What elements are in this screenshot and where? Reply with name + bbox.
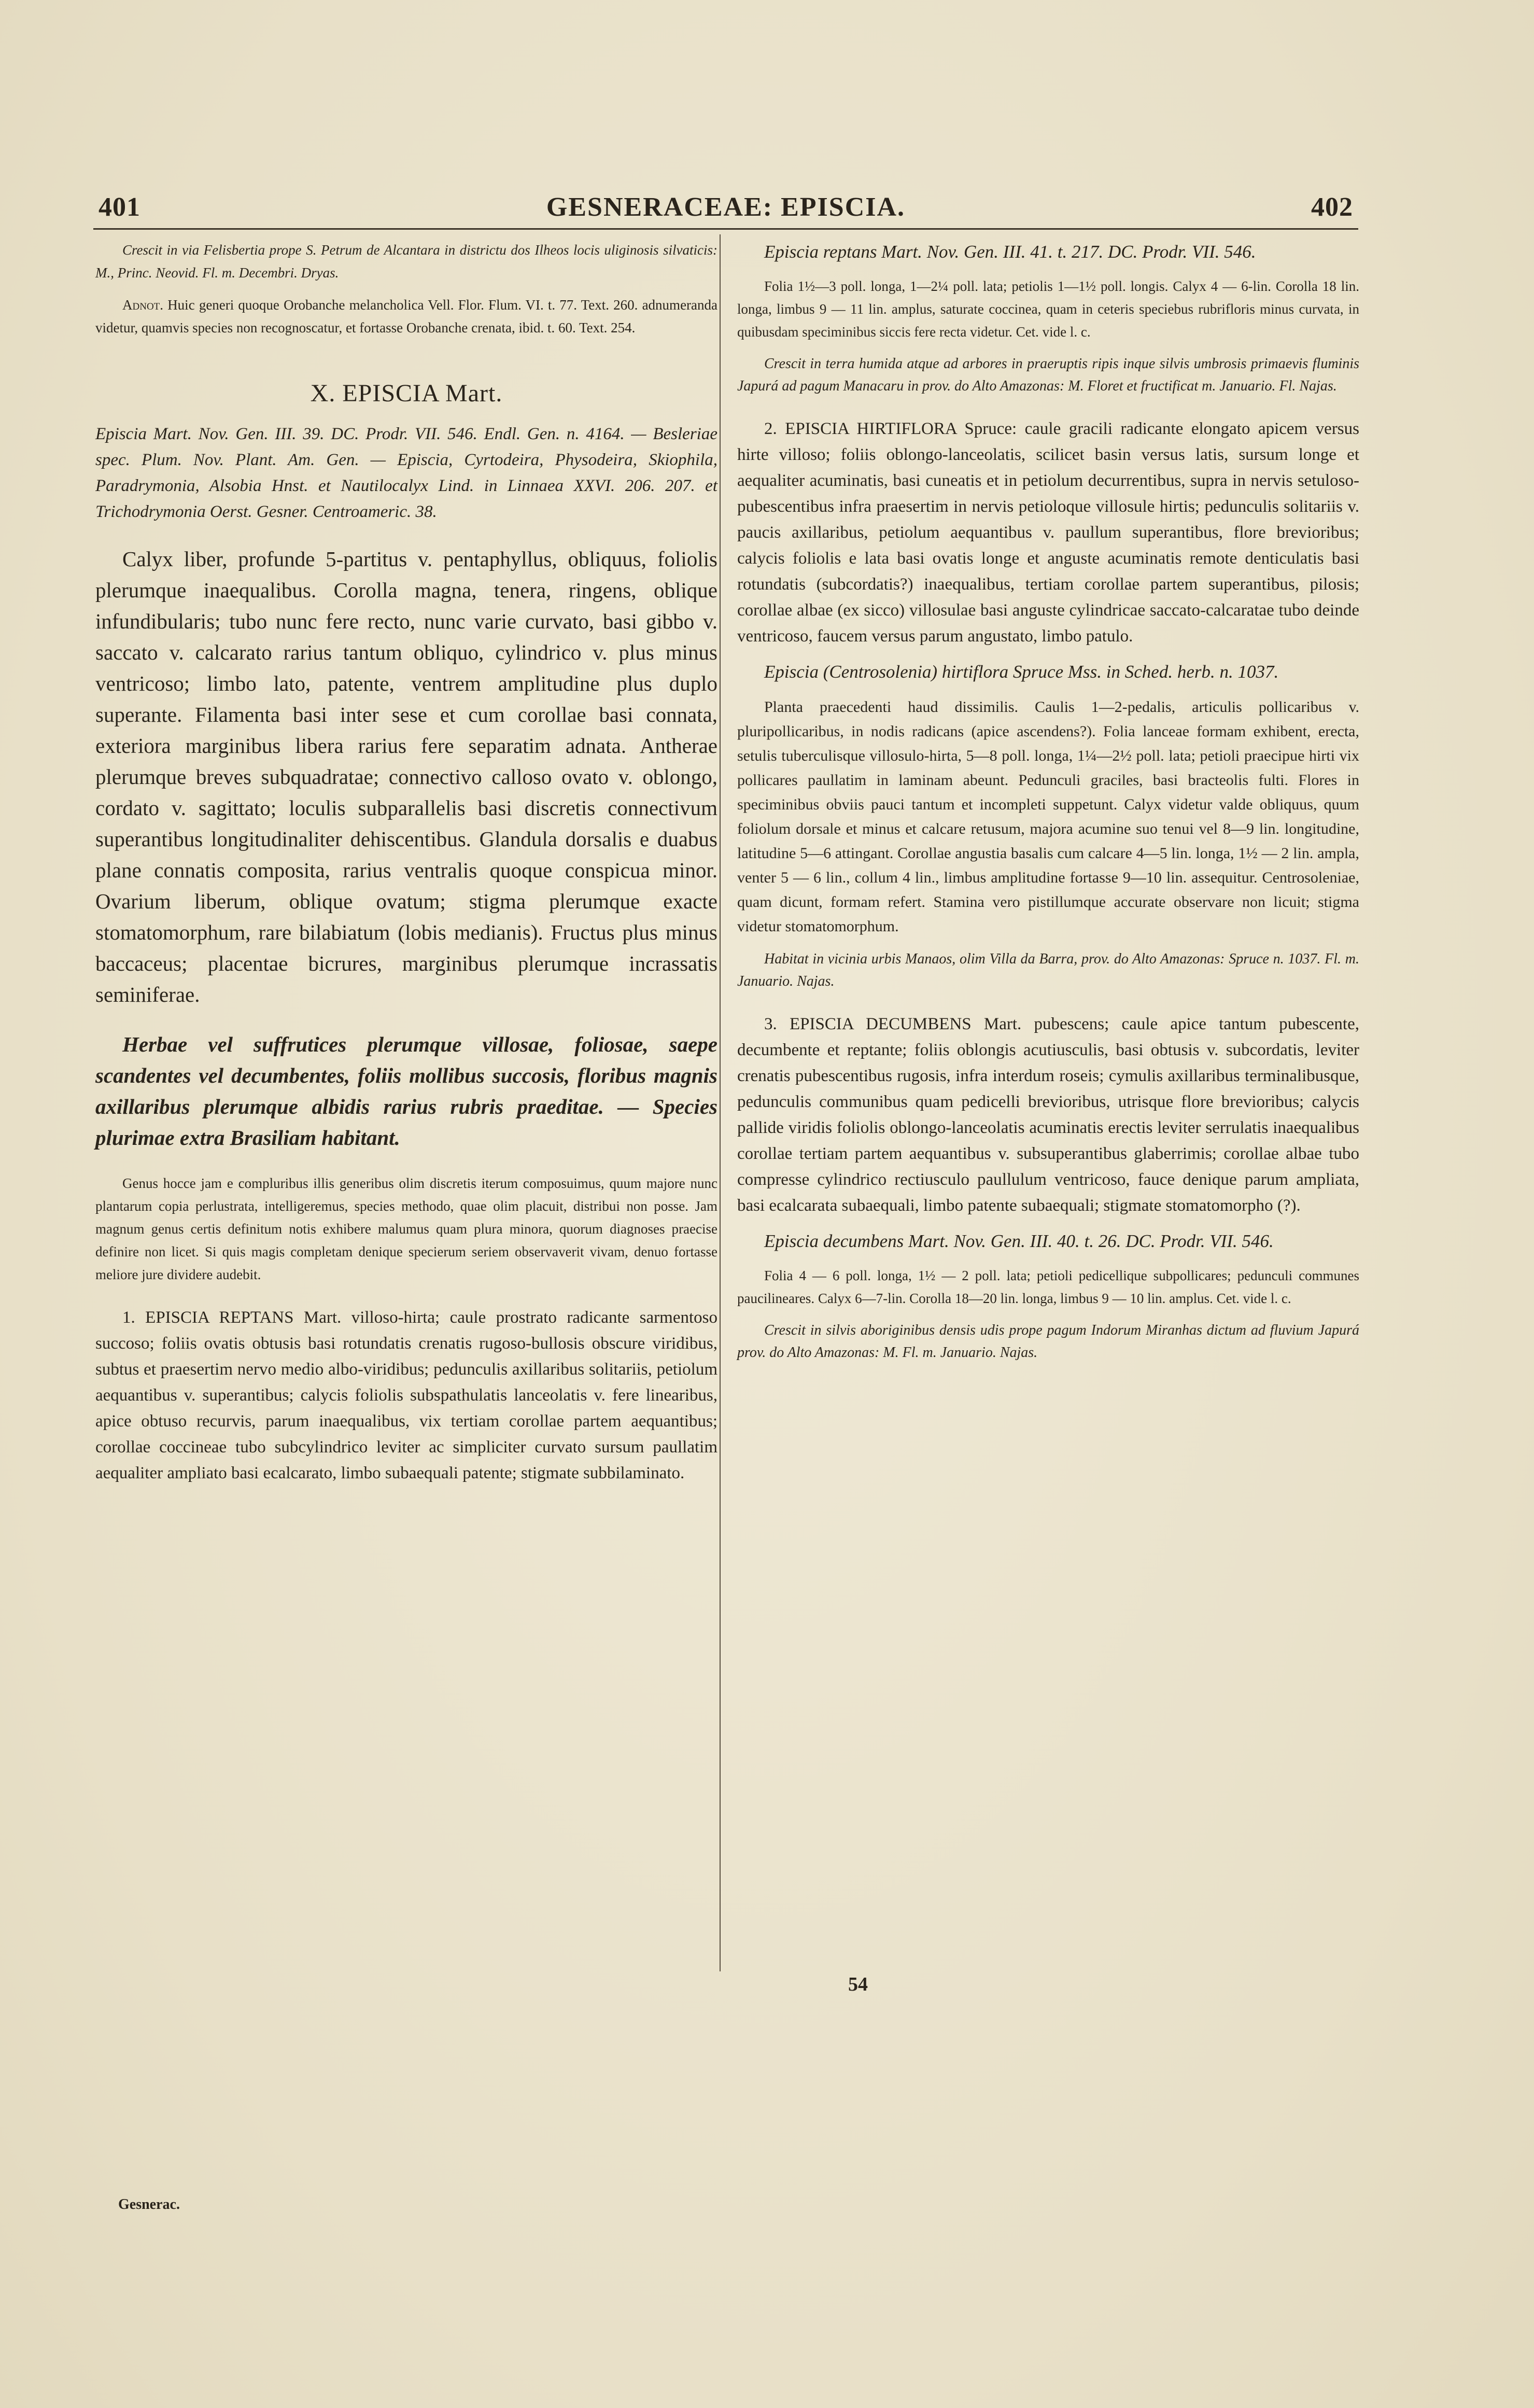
adnot-intro (95, 293, 717, 339)
genus-title: X. EPISCIA Mart. (310, 380, 503, 407)
right-column (737, 239, 1359, 1364)
species-2-reference: Episcia (Centrosolenia) hirtiflora Spruce Mss. in Sched. herb. n. 1037. (764, 662, 1279, 682)
genus-synonyms: Episcia Mart. Nov. Gen. III. 39. DC. Prodr. VII. 546. Endl. Gen. n. 4164. — Besleriae spec. Plum. Nov. Plant. Am. Gen. — Episcia, Cyrtodeira, Physodeira, Skiophila, Paradrymonia, Alsobia Hnst. et Nautilocalyx Lind. in Linnaea XXVI. 206. 207. et Trichodrymonia Oerst. Gesner. Centroameric. 38. (95, 425, 717, 521)
species-2-habitat: Habitat in vicinia urbis Manaos, olim Villa da Barra, prov. do Alto Amazonas: Spruce n. 1037. Fl. m. Januario. Najas. (737, 951, 1359, 989)
species-3-diagnosis: 3. EPISCIA DECUMBENS Mart. pubescens; caule apice tantum pubescente, decumbente et reptante; foliis oblongis acutiusculis, basi obtusis v. subcordatis, leviter crenatis pubescentibus rugosis, infra interdum roseis; cymulis axillaribus terminalibusque, pedunculis communibus quam pedicelli brevioribus, utrisque flore brevioribus; calycis pallide viridis foliolis oblongo-lanceolatis acuminatis erectis leviter serrulatis inaequalibus corollae tertiam partem aequantibus v. subsuperantibus glaberrimis; corollae albae tubo compresse cylindrico rectiusculo paullulum ventricoso, fauce denique parum ampliata, basi ecalcarata subaequali, limbo patente subaequali; stigmate stomatomorpho (?). (737, 1015, 1359, 1215)
page-number-left: 401 (98, 192, 140, 222)
signature-mark: Gesnerac. (118, 2196, 180, 2213)
crescit-intro: Crescit in via Felisbertia prope S. Petrum de Alcantara in districtu dos Ilheos locis uliginosis silvaticis: M., Princ. Neovid. Fl. m. Decembri. Dryas. (95, 242, 717, 281)
column-divider (720, 234, 721, 1971)
habit-description: Herbae vel suffrutices plerumque villosae, foliosae, saepe scandentes vel decumbentes, foliis mollibus succosis, floribus magnis axillaribus plerumque albidis rarius rubris praeditae. — Species plurimae extra Brasiliam habitant. (95, 1032, 717, 1150)
species-3-details: Folia 4 — 6 poll. longa, 1½ — 2 poll. lata; petioli pedicellique subpollicares; pedunculi communes paucilineares. Calyx 6—7-lin. Corolla 18—20 lin. longa, limbus 9 — 10 lin. amplus. Cet. vide l. c. (737, 1268, 1359, 1306)
species-1-reference: Episcia reptans Mart. Nov. Gen. III. 41. t. 217. DC. Prodr. VII. 546. (764, 242, 1256, 262)
species-2-diagnosis: 2. EPISCIA HIRTIFLORA Spruce: caule gracili radicante elongato apicem versus hirte villoso; foliis oblongo-lanceolatis, scilicet basin versus latis, sursum longe et aequaliter acuminatis, basi cuneatis et in petiolum decurrentibus, supra in nervis setuloso-pubescentibus infra praesertim in nervis petioloque villosule hirtis; pedunculis solitariis v. paucis axillaribus, petiolum aequantibus v. paullum superantibus, flore brevioribus; calycis foliolis e lata basi ovatis longe et anguste acuminatis remote denticulatis basi rotundatis (subcordatis?) inaequalibus, tertiam corollae partem superantibus, pilosis; corollae albae (ex sicco) villosulae basi anguste cylindricae saccato-calcaratae tubo deinde ventricoso, faucem versus parum angustato, limbo patulo. (737, 419, 1359, 646)
left-column (95, 239, 717, 1486)
species-1-locality: Crescit in terra humida atque ad arbores in praeruptis ripis inque silvis umbrosis primaevis fluminis Japurá ad pagum Manacaru in prov. do Alto Amazonas: M. Floret et fructificat m. Januario. Fl. Najas. (737, 356, 1359, 394)
species-3-locality: Crescit in silvis aboriginibus densis udis prope pagum Indorum Miranhas dictum ad fluvium Japurá prov. do Alto Amazonas: M. Fl. m. Januario. Najas. (737, 1322, 1359, 1361)
generic-description: Calyx liber, profunde 5-partitus v. pentaphyllus, obliquus, foliolis plerumque inaequalibus. Corolla magna, tenera, ringens, oblique infundibularis; tubo nunc fere recto, nunc varie curvato, basi gibbo v. saccato v. calcarato rarius tantum obliquo, cylindrico v. plus minus ventricoso; limbo lato, patente, ventrem amplitudine plus duplo superante. Filamenta basi inter sese et cum corollae basi connata, exteriora marginibus libera rarius fere separatim adnata. Antherae plerumque breves subquadratae; connectivo calloso ovato v. oblongo, cordato v. sagittato; loculis subparallelis basi discretis connectivum superantibus longitudinaliter dehiscentibus. Glandula dorsalis e duabus plane connatis composita, rarius ventralis quoque conspicua minor. Ovarium liberum, oblique ovatum; stigma plerumque exacte stomatomorphum, rare bilabiatum (lobis medianis). Fructus plus minus baccaceus; placentae bicrures, marginibus plerumque incrassatis seminiferae. (95, 547, 717, 1006)
page-number-right: 402 (1311, 192, 1353, 222)
sheet-number: 54 (848, 1973, 868, 1995)
species-1-diagnosis: 1. EPISCIA REPTANS Mart. villoso-hirta; caule prostrato radicante sarmentoso succoso; foliis ovatis obtusis basi rotundatis crenatis rugoso-bullosis obscure viridibus, subtus et praesertim nervo medio albo-viridibus; pedunculis axillaribus solitariis, petiolum aequantibus v. superantibus; calycis foliolis subspathulatis lanceolatis v. fere linearibus, apice obtuso recurvis, parum inaequalibus, vix tertiam corollae partem aequantibus; corollae coccineae tubo subcylindrico leviter ac simpliciter curvato sursum paullatim aequaliter ampliato basi ecalcarato, limbo subaequali patente; stigmate subbilaminato. (95, 1308, 717, 1482)
species-2-details: Planta praecedenti haud dissimilis. Caulis 1—2-pedalis, articulis pollicaribus v. pluripollicaribus, in nodis radicans (apice ascendens?). Folia lanceae formam exhibent, erecta, setulis tuberculisque villosulo-hirta, 5—8 poll. longa, 1¼—2½ poll. lata; petioli praecipue hirti vix pollicares paullatim in laminam abeunt. Pedunculi graciles, basi bracteolis fulti. Flores in speciminibus obviis pauci tantum et incompleti suppetunt. Calyx videtur valde obliquus, quum foliolum dorsale et minus et calcare retusum, majora acumine suo tenui vel 8—9 lin. longitudine, latitudine 5—6 attingant. Corollae angustia basalis cum calcare 4—5 lin. longa, 1½ — 2 lin. ampla, venter 5 — 6 lin., collum 4 lin., limbus amplitudine fortasse 9—10 lin. assequitur. Centrosoleniae, quam dicunt, formam refert. Stamina vero pistillumque accurate observare non licuit; stigma videtur stomatomorphum. (737, 698, 1359, 935)
header-rule (93, 228, 1358, 230)
running-header (93, 192, 1358, 228)
species-1-details: Folia 1½—3 poll. longa, 1—2¼ poll. lata; petiolis 1—1½ poll. longis. Calyx 4 — 6-lin. Corolla 18 lin. longa, limbus 9 — 11 lin. amplus, saturate coccinea, quam in ceteris speciebus rubrifloris minus curvata, in quibusdam speciminibus siccis fere recta videtur. Cet. vide l. c. (737, 278, 1359, 340)
adnot-genus: Genus hocce jam e compluribus illis generibus olim discretis iterum composuimus, quum majore nunc plantarum copia perlustrata, intelligeremus, species methodo, quae olim placuit, distribui non posse. Jam magnum genus certis definitum notis exhibere malumus quam plura minora, quorum diagnoses praecise definire non licet. Si quis magis completam denique specierum seriem observaverit vivam, denuo fortasse meliore jure dividere audebit. (95, 1175, 717, 1282)
running-title: GESNERACEAE: EPISCIA. (546, 192, 906, 222)
adnot-intro-text: Huic generi quoque Orobanche melancholica Vell. Flor. Flum. VI. t. 77. Text. 260. adnumeranda videtur, quamvis species non recognoscatur, et fortasse Orobanche crenata, ibid. t. 60. Text. 254. (95, 297, 718, 335)
species-3-reference: Episcia decumbens Mart. Nov. Gen. III. 40. t. 26. DC. Prodr. VII. 546. (764, 1231, 1274, 1251)
adnot-label: Adnot. (122, 297, 164, 313)
